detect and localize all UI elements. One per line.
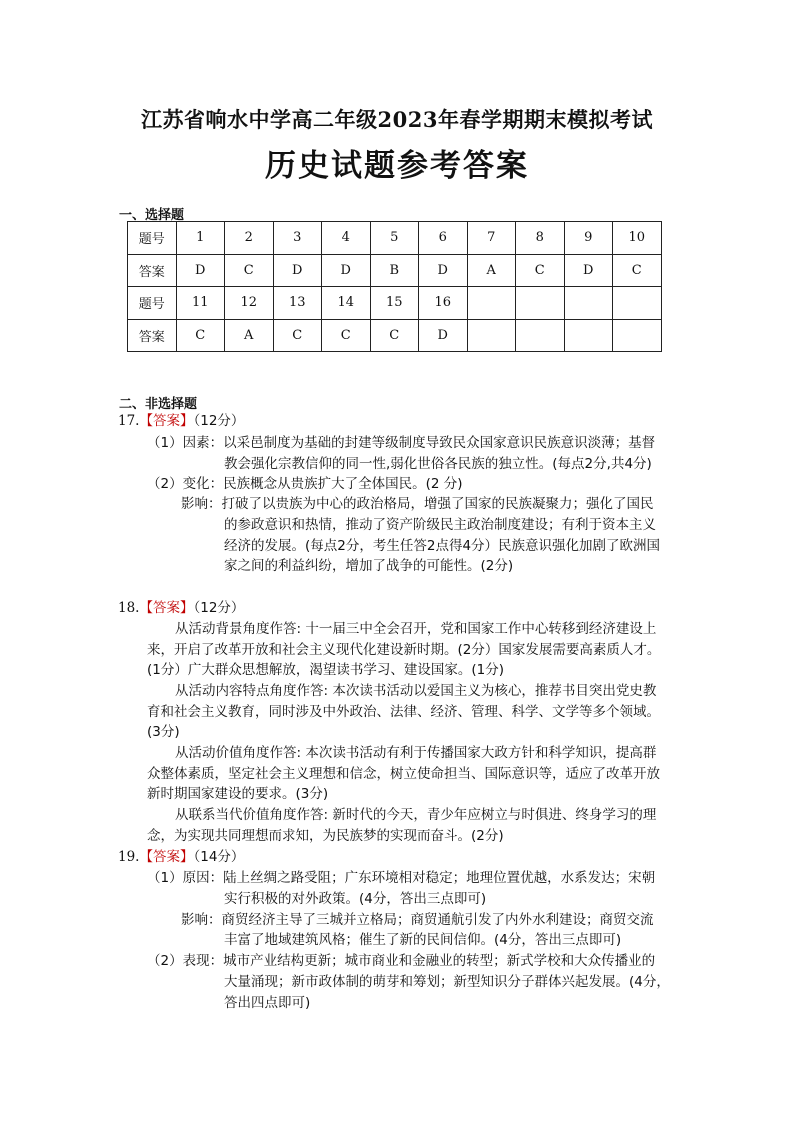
answer-cell [467, 319, 516, 352]
q18-line: 育和社会主义教育，同时涉及中外政治、法律、经济、管理、科学、文学等多个领域。 [147, 704, 660, 720]
answer-tag: 【答案】 [139, 413, 194, 429]
question-number: 13 [273, 287, 322, 320]
q18-line: 从活动背景角度作答: 十一届三中全会召开，党和国家工作中心转移到经济建设上 [175, 621, 657, 637]
q19-number: 19. [118, 849, 140, 865]
question-number: 8 [516, 222, 565, 255]
q18-number: 18. [118, 600, 140, 616]
question-number: 6 [419, 222, 468, 255]
question-number: 9 [564, 222, 613, 255]
q19-line: 大量涌现；新市政体制的萌芽和筹划；新型知识分子群体兴起发展。(4分， [224, 974, 670, 990]
answer-cell: C [176, 319, 225, 352]
answer-cell: C [370, 319, 419, 352]
answer-cell: D [419, 254, 468, 287]
question-number: 16 [419, 287, 468, 320]
section-choice-heading: 一、选择题 [119, 208, 185, 223]
question-number: 5 [370, 222, 419, 255]
answer-cell [564, 319, 613, 352]
answer-cell: D [176, 254, 225, 287]
question-number: 10 [613, 222, 662, 255]
answer-cell: C [613, 254, 662, 287]
row-label-answer: 答案 [128, 254, 177, 287]
answer-table [127, 221, 662, 352]
q18-line: 新时期国家建设的要求。(3分) [147, 786, 329, 802]
exam-title: 江苏省响水中学高二年级2023年春学期期末模拟考试 [141, 107, 653, 132]
answer-cell: C [273, 319, 322, 352]
q17-number: 17. [118, 413, 140, 429]
q18-line: 从联系当代价值角度作答: 新时代的今天，青少年应树立与时俱进、终身学习的理 [175, 807, 657, 823]
question-number: 4 [322, 222, 371, 255]
question-number: 1 [176, 222, 225, 255]
q18-line: (1分）广大群众思想解放，渴望读书学习、建设国家。(1分) [147, 662, 504, 678]
q19-line: 答出四点即可) [224, 995, 311, 1011]
q18-line: 来，开启了改革开放和社会主义现代化建设新时期。(2分）国家发展需要高素质人才。 [147, 642, 661, 658]
q18-score: （12分） [193, 600, 245, 616]
q19-score: （14分） [193, 849, 245, 865]
question-number: 3 [273, 222, 322, 255]
answer-cell: A [225, 319, 274, 352]
q18-line: 从活动价值角度作答: 本次读书活动有利于传播国家大政方针和科学知识，提高群 [175, 745, 657, 761]
answer-cell: D [564, 254, 613, 287]
q18-line: 众整体素质，坚定社会主义理想和信念，树立使命担当、国际意识等，适应了改革开放 [147, 766, 660, 782]
answer-cell [516, 319, 565, 352]
answer-cell: D [273, 254, 322, 287]
answer-cell: C [225, 254, 274, 287]
q17-line: 的参政意识和热情，推动了资产阶级民主政治制度建设；有利于资本主义 [224, 517, 656, 533]
question-number [564, 287, 613, 320]
question-number: 14 [322, 287, 371, 320]
row-label-question: 题号 [128, 287, 177, 320]
question-number [516, 287, 565, 320]
answer-cell: A [467, 254, 516, 287]
q17-line: 教会强化宗教信仰的同一性,弱化世俗各民族的独立性。(每点2分,共4分) [224, 456, 652, 472]
answer-tag: 【答案】 [139, 600, 194, 616]
question-number: 7 [467, 222, 516, 255]
q19-line: （2）表现：城市产业结构更新；城市商业和金融业的转型；新式学校和大众传播业的 [147, 953, 656, 969]
q19-line: 丰富了地域建筑风格；催生了新的民间信仰。(4分，答出三点即可) [224, 932, 622, 948]
q17-line: 影响：打破了以贵族为中心的政治格局，增强了国家的民族凝聚力；强化了国民 [181, 496, 654, 512]
table-row [128, 287, 662, 320]
q19-line: 影响：商贸经济主导了三城并立格局；商贸通航引发了内外水利建设；商贸交流 [181, 912, 654, 928]
row-label-answer: 答案 [128, 319, 177, 352]
q17-line: 家之间的利益纠纷，增加了战争的可能性。(2分) [224, 558, 514, 574]
q18-line: (3分) [147, 724, 180, 740]
q18-header [118, 598, 244, 618]
table-row [128, 222, 662, 255]
q17-score: （12分） [193, 413, 245, 429]
answer-cell: B [370, 254, 419, 287]
q17-line: 经济的发展。(每点2分，考生任答2点得4分）民族意识强化加剧了欧洲国 [224, 538, 661, 554]
q19-line: 实行积极的对外政策。(4分，答出三点即可) [224, 891, 487, 907]
q17-header [118, 411, 244, 431]
q18-line: 念，为实现共同理想而求知，为民族梦的实现而奋斗。(2分) [147, 828, 504, 844]
answer-key-title: 历史试题参考答案 [265, 148, 529, 184]
question-number: 11 [176, 287, 225, 320]
section-free-response-heading: 二、非选择题 [119, 397, 198, 412]
question-number: 15 [370, 287, 419, 320]
answer-cell: C [516, 254, 565, 287]
q17-line: （1）因素：以采邑制度为基础的封建等级制度导致民众国家意识民族意识淡薄；基督 [147, 435, 656, 451]
question-number [467, 287, 516, 320]
row-label-question: 题号 [128, 222, 177, 255]
answer-tag: 【答案】 [139, 849, 194, 865]
answer-cell: C [322, 319, 371, 352]
question-number: 12 [225, 287, 274, 320]
q19-line: （1）原因：陆上丝绸之路受阻；广东环境相对稳定；地理位置优越，水系发达；宋朝 [147, 870, 656, 886]
q18-line: 从活动内容特点角度作答: 本次读书活动以爱国主义为核心，推荐书目突出党史教 [175, 683, 657, 699]
answer-cell: D [322, 254, 371, 287]
q19-header [118, 847, 244, 867]
table-row [128, 319, 662, 352]
table-row [128, 254, 662, 287]
question-number: 2 [225, 222, 274, 255]
question-number [613, 287, 662, 320]
answer-cell [613, 319, 662, 352]
answer-cell: D [419, 319, 468, 352]
q17-line: （2）变化：民族概念从贵族扩大了全体国民。(2 分) [147, 476, 463, 492]
